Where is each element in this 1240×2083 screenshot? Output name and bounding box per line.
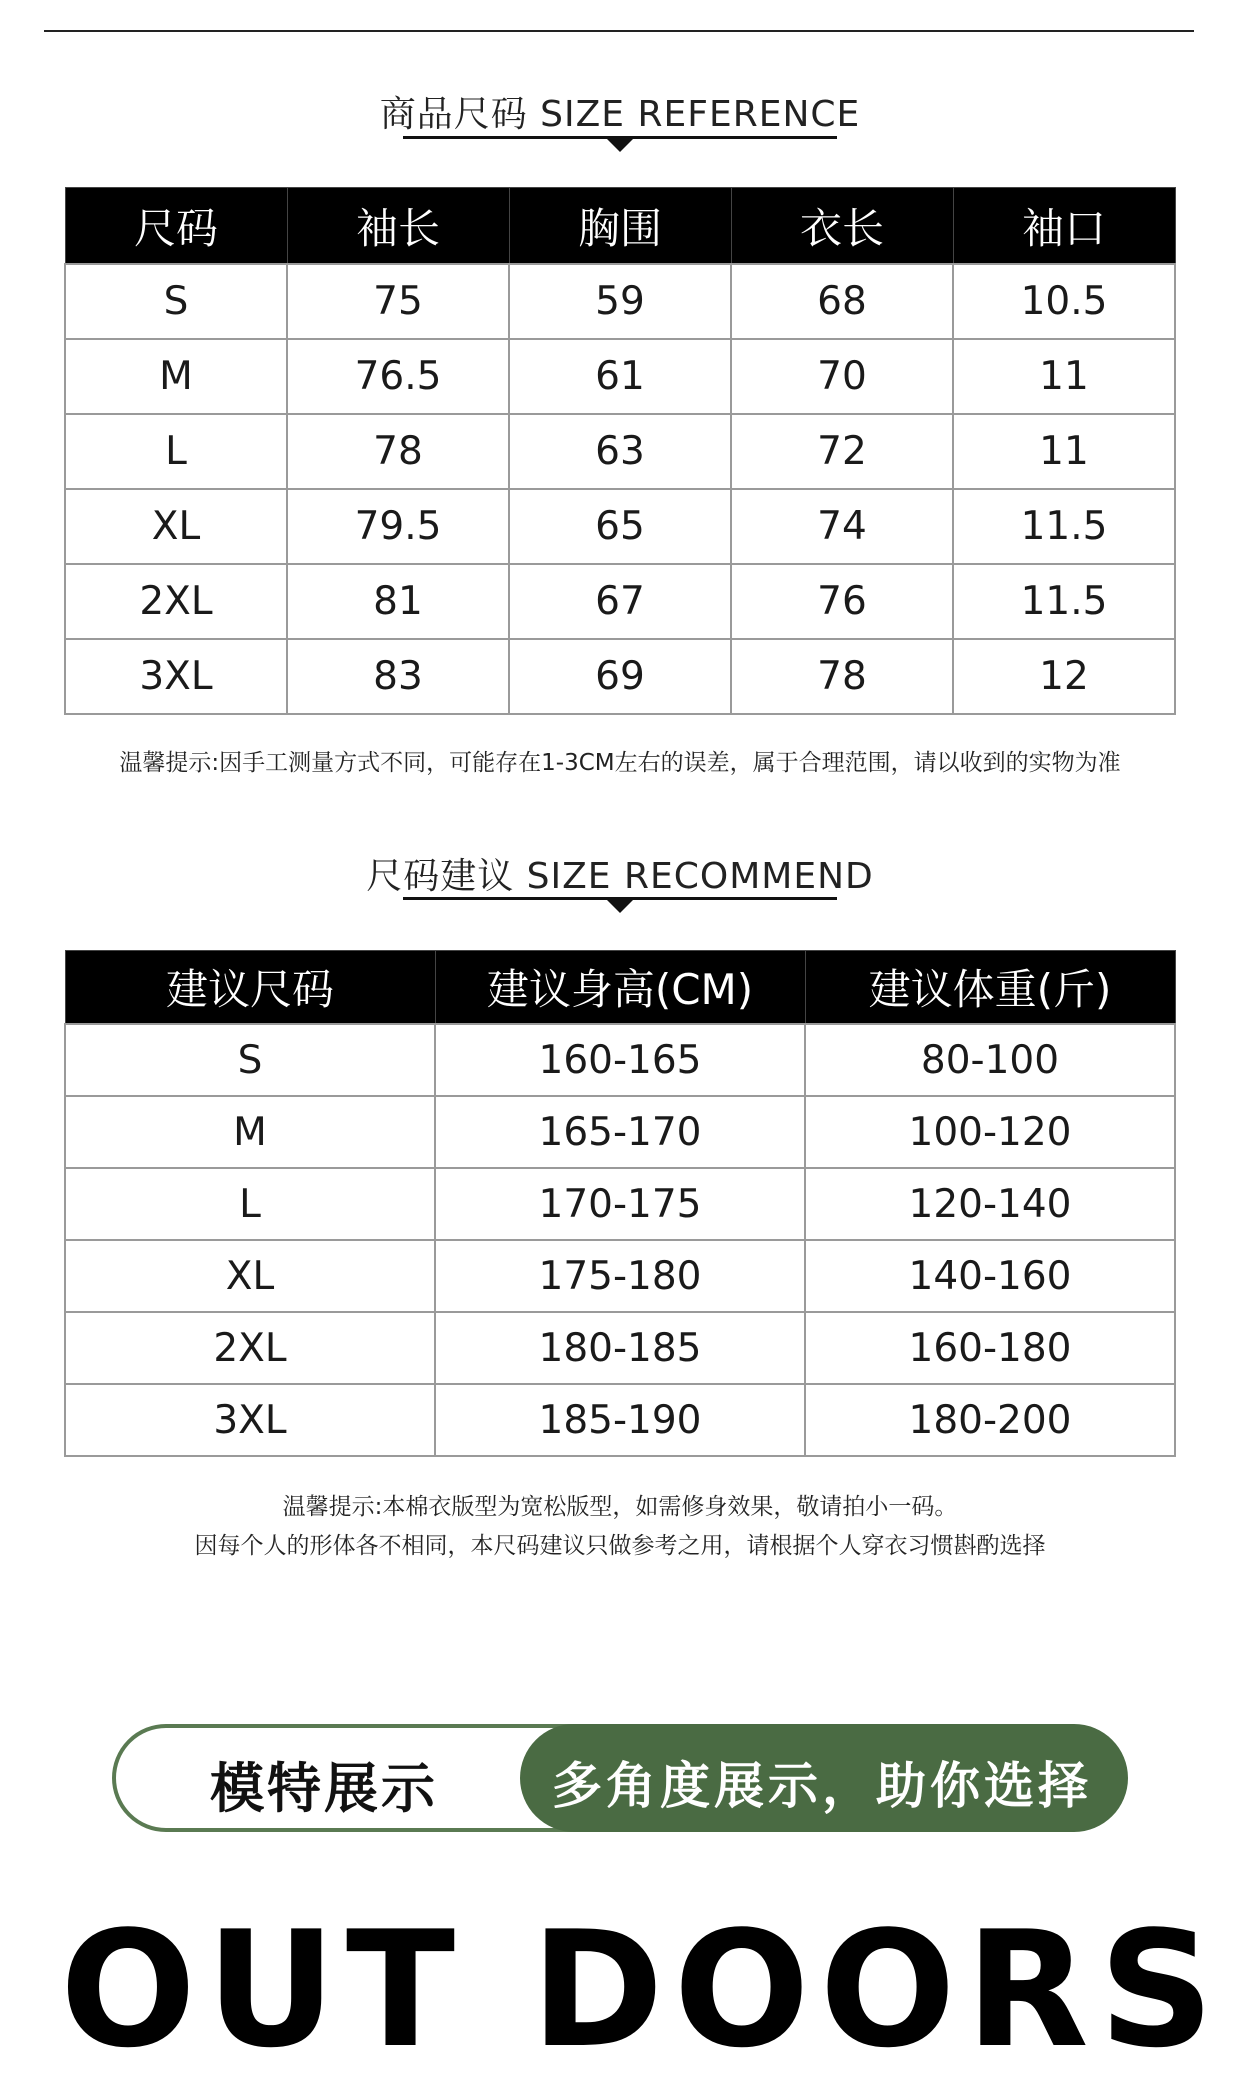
size-reference-cell: 67 xyxy=(509,564,731,639)
size-reference-cell: 65 xyxy=(509,489,731,564)
size-recommend-cell: L xyxy=(65,1168,435,1240)
size-reference-cell: 10.5 xyxy=(953,264,1175,339)
size-reference-cell: 2XL xyxy=(65,564,287,639)
top-divider xyxy=(44,30,1194,32)
size-reference-header-cell: 衣长 xyxy=(731,188,953,265)
size-reference-body xyxy=(65,264,1175,714)
size-reference-cell: 78 xyxy=(731,639,953,714)
table-row xyxy=(65,1384,1175,1456)
table-row xyxy=(65,339,1175,414)
size-recommend-cell: 140-160 xyxy=(805,1240,1175,1312)
size-recommend-title: 尺码建议 SIZE RECOMMEND xyxy=(366,856,874,897)
size-reference-cell: 79.5 xyxy=(287,489,509,564)
size-recommend-cell: 80-100 xyxy=(805,1024,1175,1096)
size-recommend-cell: 170-175 xyxy=(435,1168,805,1240)
size-recommend-cell: 2XL xyxy=(65,1312,435,1384)
size-reference-cell: 72 xyxy=(731,414,953,489)
size-recommend-cell: 160-180 xyxy=(805,1312,1175,1384)
size-reference-cell: 76 xyxy=(731,564,953,639)
size-reference-cell: 78 xyxy=(287,414,509,489)
size-reference-header-cell: 袖口 xyxy=(953,188,1175,265)
size-reference-cell: 59 xyxy=(509,264,731,339)
size-recommend-header-cell: 建议尺码 xyxy=(65,951,435,1025)
size-reference-cell: 75 xyxy=(287,264,509,339)
size-recommend-note-line2: 因每个人的形体各不相同，本尺码建议只做参考之用，请根据个人穿衣习惯斟酌选择 xyxy=(194,1533,1046,1559)
size-reference-arrow-icon xyxy=(606,138,634,152)
size-reference-cell: 11 xyxy=(953,339,1175,414)
table-row xyxy=(65,1312,1175,1384)
size-reference-cell: XL xyxy=(65,489,287,564)
table-row xyxy=(65,639,1175,714)
size-recommend-cell: 3XL xyxy=(65,1384,435,1456)
size-reference-cell: L xyxy=(65,414,287,489)
banner-left-label: 模特展示 xyxy=(210,1757,438,1820)
table-row xyxy=(65,1096,1175,1168)
table-row xyxy=(65,1168,1175,1240)
size-reference-cell: S xyxy=(65,264,287,339)
size-reference-cell: 74 xyxy=(731,489,953,564)
banner-right-label: 多角度展示，助你选择 xyxy=(552,1757,1092,1815)
outdoors-heading: OUT DOORS xyxy=(60,1896,1225,2083)
size-recommend-cell: 180-200 xyxy=(805,1384,1175,1456)
size-reference-cell: 83 xyxy=(287,639,509,714)
size-reference-header-cell: 尺码 xyxy=(65,188,287,265)
size-reference-cell: 3XL xyxy=(65,639,287,714)
size-reference-cell: M xyxy=(65,339,287,414)
size-recommend-header-cell: 建议体重(斤) xyxy=(805,951,1175,1025)
size-recommend-cell: 160-165 xyxy=(435,1024,805,1096)
size-recommend-table xyxy=(64,950,1176,1457)
size-recommend-cell: XL xyxy=(65,1240,435,1312)
size-recommend-cell: 165-170 xyxy=(435,1096,805,1168)
table-row xyxy=(65,564,1175,639)
size-recommend-cell: S xyxy=(65,1024,435,1096)
size-reference-cell: 69 xyxy=(509,639,731,714)
size-recommend-cell: M xyxy=(65,1096,435,1168)
size-reference-cell: 11.5 xyxy=(953,564,1175,639)
table-row xyxy=(65,1240,1175,1312)
size-recommend-header-row xyxy=(65,951,1175,1025)
size-reference-table xyxy=(64,187,1176,715)
model-showcase-banner xyxy=(112,1724,1128,1832)
size-reference-cell: 12 xyxy=(953,639,1175,714)
size-recommend-cell: 185-190 xyxy=(435,1384,805,1456)
table-row xyxy=(65,489,1175,564)
size-reference-cell: 81 xyxy=(287,564,509,639)
size-reference-cell: 11.5 xyxy=(953,489,1175,564)
size-reference-title: 商品尺码 SIZE REFERENCE xyxy=(379,94,861,135)
size-reference-cell: 63 xyxy=(509,414,731,489)
size-recommend-arrow-icon xyxy=(606,899,634,913)
size-reference-cell: 68 xyxy=(731,264,953,339)
size-recommend-body xyxy=(65,1024,1175,1456)
table-row xyxy=(65,264,1175,339)
size-recommend-cell: 100-120 xyxy=(805,1096,1175,1168)
size-reference-cell: 70 xyxy=(731,339,953,414)
size-reference-cell: 11 xyxy=(953,414,1175,489)
size-recommend-cell: 120-140 xyxy=(805,1168,1175,1240)
table-row xyxy=(65,1024,1175,1096)
banner-right-pill xyxy=(520,1724,1128,1832)
size-recommend-cell: 175-180 xyxy=(435,1240,805,1312)
size-recommend-cell: 180-185 xyxy=(435,1312,805,1384)
table-row xyxy=(65,414,1175,489)
size-reference-header-cell: 袖长 xyxy=(287,188,509,265)
size-reference-header-cell: 胸围 xyxy=(509,188,731,265)
size-reference-cell: 61 xyxy=(509,339,731,414)
size-reference-cell: 76.5 xyxy=(287,339,509,414)
size-recommend-header-cell: 建议身高(CM) xyxy=(435,951,805,1025)
size-reference-note: 温馨提示:因手工测量方式不同，可能存在1-3CM左右的误差，属于合理范围，请以收到的实物为准 xyxy=(119,750,1121,776)
size-reference-header-row xyxy=(65,188,1175,265)
size-recommend-note-line1: 温馨提示:本棉衣版型为宽松版型，如需修身效果，敬请拍小一码。 xyxy=(282,1494,958,1520)
